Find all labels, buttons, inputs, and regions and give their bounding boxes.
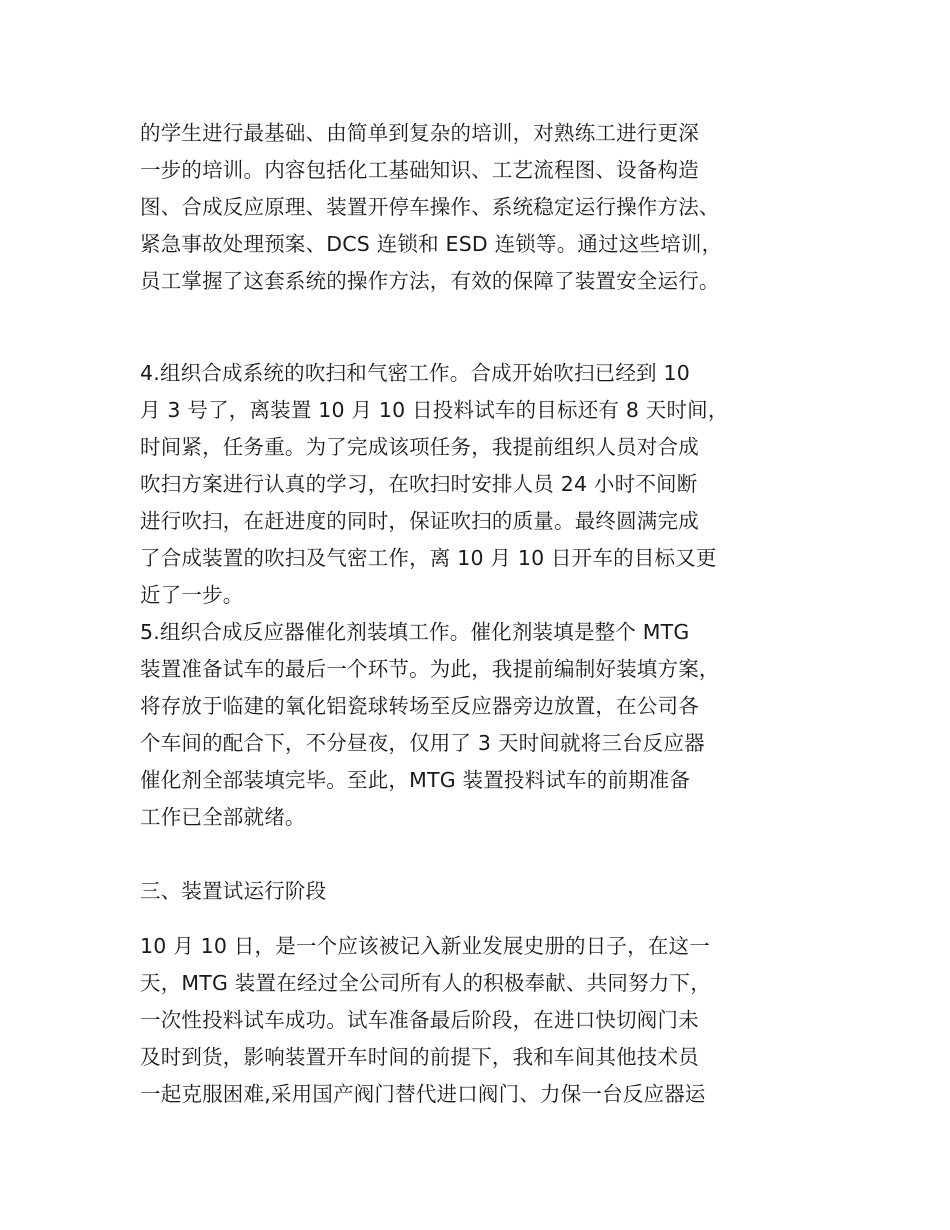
text-line: 一起克服困难,采用国产阀门替代进口阀门、力保一台反应器运 xyxy=(140,1082,706,1106)
text-line: 一步的培训。内容包括化工基础知识、工艺流程图、设备构造 xyxy=(140,158,699,182)
text-line: 装置准备试车的最后一个环节。为此，我提前编制好装填方案， xyxy=(140,657,720,681)
text-line: 员工掌握了这套系统的操作方法，有效的保障了装置安全运行。 xyxy=(140,269,720,293)
heading-text: 三、装置试运行阶段 xyxy=(140,879,327,903)
text-line: 4.组织合成系统的吹扫和气密工作。合成开始吹扫已经到 10 xyxy=(140,361,690,385)
paragraph-trial-run xyxy=(140,928,830,1113)
text-line: 图、合成反应原理、装置开停车操作、系统稳定运行操作方法、 xyxy=(140,195,720,219)
text-line: 10 月 10 日，是一个应该被记入新业发展史册的日子，在这一 xyxy=(140,934,710,958)
text-line: 催化剂全部装填完毕。至此，MTG 装置投料试车的前期准备 xyxy=(140,768,691,792)
text-line: 的学生进行最基础、由简单到复杂的培训，对熟练工进行更深 xyxy=(140,121,699,145)
text-line: 时间紧，任务重。为了完成该项任务，我提前组织人员对合成 xyxy=(140,435,699,459)
text-line: 一次性投料试车成功。试车准备最后阶段，在进口快切阀门未 xyxy=(140,1008,699,1032)
text-line: 及时到货，影响装置开车时间的前提下，我和车间其他技术员 xyxy=(140,1045,699,1069)
text-line: 吹扫方案进行认真的学习，在吹扫时安排人员 24 小时不间断 xyxy=(140,472,698,496)
text-line: 天，MTG 装置在经过全公司所有人的积极奉献、共同努力下， xyxy=(140,971,711,995)
text-line: 工作已全部就绪。 xyxy=(140,805,306,829)
paragraph-purging xyxy=(140,355,830,614)
text-line: 个车间的配合下，不分昼夜，仅用了 3 天时间就将三台反应器 xyxy=(140,731,705,755)
text-line: 进行吹扫，在赶进度的同时，保证吹扫的质量。最终圆满完成 xyxy=(140,509,699,533)
text-line: 近了一步。 xyxy=(140,583,244,607)
text-line: 月 3 号了，离装置 10 月 10 日投料试车的目标还有 8 天时间， xyxy=(140,398,729,422)
text-line: 将存放于临建的氧化铝瓷球转场至反应器旁边放置，在公司各 xyxy=(140,694,699,718)
paragraph-catalyst xyxy=(140,614,830,836)
text-line: 5.组织合成反应器催化剂装填工作。催化剂装填是整个 MTG xyxy=(140,620,690,644)
paragraph-training xyxy=(140,115,830,300)
text-line: 了合成装置的吹扫及气密工作，离 10 月 10 日开车的目标又更 xyxy=(140,546,717,570)
section-heading xyxy=(140,873,830,910)
text-line: 紧急事故处理预案、DCS 连锁和 ESD 连锁等。通过这些培训， xyxy=(140,232,723,256)
